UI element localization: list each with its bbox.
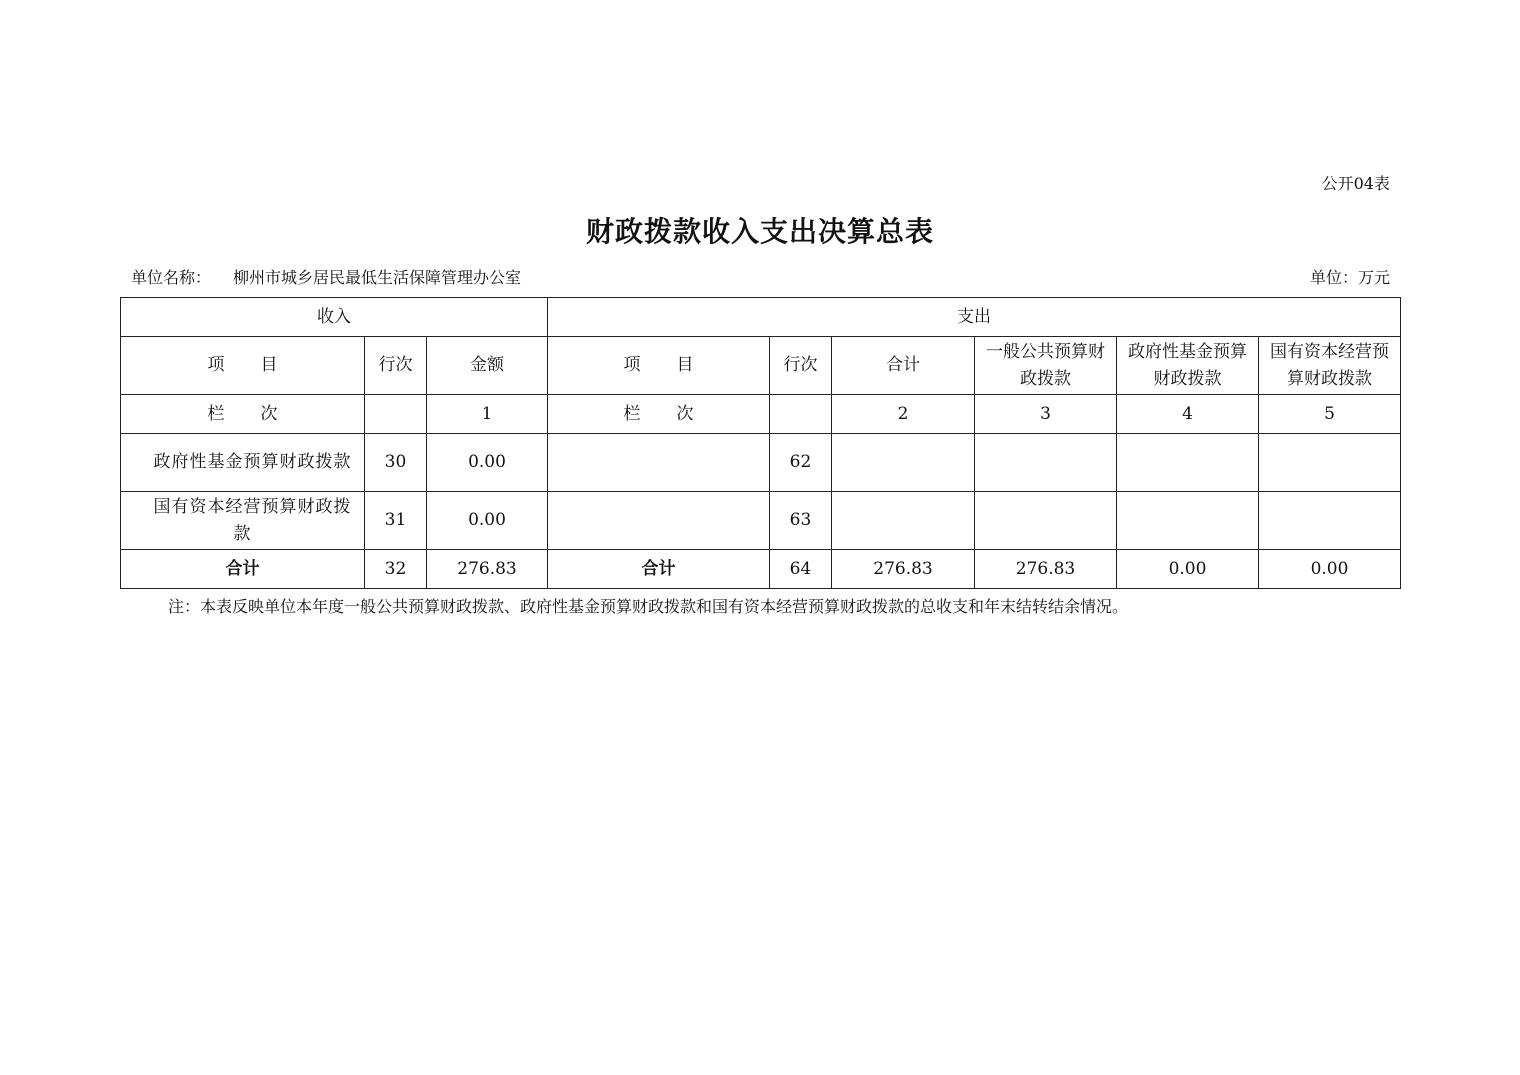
income-item: 政府性基金预算财政拨款	[121, 434, 365, 492]
expense-gov-fund	[1117, 492, 1259, 550]
expense-general-budget	[975, 492, 1117, 550]
expense-row-no-header: 行次	[770, 337, 832, 395]
expense-col-label-b: 次	[676, 403, 694, 424]
income-amount: 0.00	[427, 492, 548, 550]
income-row-no: 30	[365, 434, 427, 492]
table-note: 注：本表反映单位本年度一般公共预算财政拨款、政府性基金预算财政拨款和国有资本经营预算财政拨款的总收支和年末结转结余情况。	[168, 597, 1129, 616]
income-amount: 0.00	[427, 434, 548, 492]
expense-total-header: 合计	[832, 337, 975, 395]
income-item-header-a: 项	[207, 355, 225, 375]
expense-item	[548, 492, 770, 550]
total-row	[121, 550, 1401, 589]
fiscal-appropriation-table	[120, 297, 1401, 589]
income-amount-header: 金额	[427, 337, 548, 395]
income-row-no-index	[365, 395, 427, 434]
expense-column-index-label	[548, 395, 770, 434]
state-capital-header: 国有资本经营预算财政拨款	[1259, 337, 1401, 395]
income-total-label: 合计	[121, 550, 365, 589]
state-capital-total: 0.00	[1259, 550, 1401, 589]
table-row	[121, 492, 1401, 550]
expense-state-capital	[1259, 492, 1401, 550]
gov-fund-header: 政府性基金预算财政拨款	[1117, 337, 1259, 395]
expense-item-header-a: 项	[623, 355, 641, 375]
expense-total-amount: 276.83	[832, 550, 975, 589]
document-title: 财政拨款收入支出决算总表	[585, 215, 934, 248]
money-unit: 单位：万元	[1309, 268, 1390, 287]
form-code: 公开04表	[1321, 174, 1390, 193]
expense-row-no: 62	[770, 434, 832, 492]
unit-name-group	[131, 265, 521, 288]
expense-item	[548, 434, 770, 492]
income-group-header: 收入	[121, 298, 548, 337]
unit-name: 柳州市城乡居民最低生活保障管理办公室	[233, 268, 522, 287]
general-budget-header: 一般公共预算财政拨款	[975, 337, 1117, 395]
gov-fund-index: 4	[1117, 395, 1259, 434]
income-item-header-b: 目	[260, 355, 278, 375]
expense-total-index: 2	[832, 395, 975, 434]
column-index-row	[121, 395, 1401, 434]
general-budget-index: 3	[975, 395, 1117, 434]
expense-total	[832, 492, 975, 550]
expense-group-header: 支出	[548, 298, 1401, 337]
state-capital-index: 5	[1259, 395, 1401, 434]
expense-total	[832, 434, 975, 492]
expense-col-label-a: 栏	[623, 403, 641, 424]
income-total-row-no: 32	[365, 550, 427, 589]
expense-row-no-index	[770, 395, 832, 434]
expense-gov-fund	[1117, 434, 1259, 492]
expense-general-budget	[975, 434, 1117, 492]
income-total-amount: 276.83	[427, 550, 548, 589]
table-row	[121, 434, 1401, 492]
expense-state-capital	[1259, 434, 1401, 492]
income-col-label-b: 次	[260, 403, 278, 424]
income-row-no: 31	[365, 492, 427, 550]
income-item-header	[121, 337, 365, 395]
expense-item-header	[548, 337, 770, 395]
income-col-label-a: 栏	[207, 403, 225, 424]
income-amount-index: 1	[427, 395, 548, 434]
gov-fund-total: 0.00	[1117, 550, 1259, 589]
income-item: 国有资本经营预算财政拨款	[121, 492, 365, 550]
column-header-row	[121, 337, 1401, 395]
expense-item-header-b: 目	[676, 355, 694, 375]
general-budget-total: 276.83	[975, 550, 1117, 589]
expense-row-no: 63	[770, 492, 832, 550]
income-row-no-header: 行次	[365, 337, 427, 395]
expense-total-label: 合计	[548, 550, 770, 589]
expense-total-row-no: 64	[770, 550, 832, 589]
income-column-index-label	[121, 395, 365, 434]
group-header-row	[121, 298, 1401, 337]
unit-name-label: 单位名称：	[131, 268, 212, 287]
